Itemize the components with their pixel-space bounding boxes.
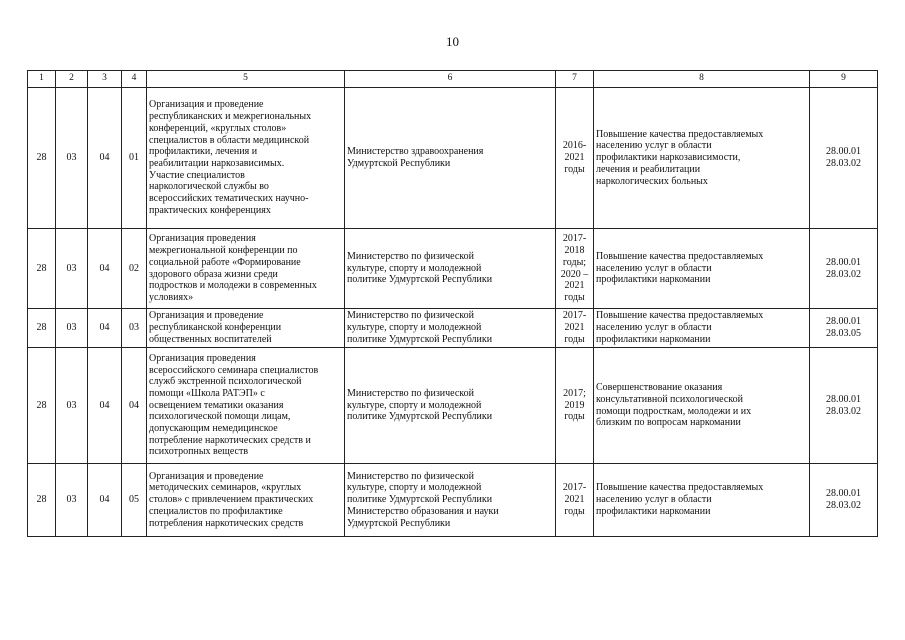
executor-cell-line: политике Удмуртской Республики (347, 274, 493, 286)
measure-name-cell-line: столов» с привлечением практических (149, 494, 314, 506)
measure-name-cell-line: психотропных веществ (149, 446, 249, 458)
period-cell (556, 348, 594, 464)
expected-result-cell-line: Повышение качества предоставляемых (596, 128, 764, 140)
expected-result-cell (594, 348, 810, 464)
indicator-codes-cell-line: 28.03.02 (826, 268, 861, 280)
expected-result-cell-line: Повышение качества предоставляемых (596, 482, 764, 494)
header-cell: 8 (594, 71, 810, 88)
indicator-codes-cell-line: 28.03.02 (826, 500, 861, 511)
measure-name-cell-line: общественных воспитателей (149, 333, 272, 345)
indicator-codes-cell-line: 28.03.02 (826, 158, 861, 169)
period-cell-line: 2021 (564, 494, 585, 506)
measure-name-cell-line: потребления наркотических средств (149, 517, 304, 529)
period-cell-line: 2020 – (560, 268, 589, 280)
expected-result-cell-line: наркологических больных (596, 175, 708, 187)
code-measure-cell: 05 (122, 464, 147, 537)
code-measure-cell: 02 (122, 229, 147, 309)
period-cell (556, 309, 594, 348)
period-cell-line: 2016- (562, 140, 587, 152)
executor-cell-line: культуре, спорту и молодежной (347, 399, 482, 411)
period-cell-line: 2017; (563, 387, 586, 399)
expected-result-cell-line: населению услуг в области (596, 262, 712, 274)
indicator-codes-cell (810, 348, 878, 464)
executor-cell (345, 309, 556, 348)
expected-result-cell-line: населению услуг в области (596, 322, 712, 334)
executor-cell-line: культуре, спорту и молодежной (347, 262, 482, 274)
measure-name-cell-line: практических конференциях (149, 204, 271, 216)
expected-result-cell-line: консультативной психологической (596, 393, 743, 405)
measure-name-cell-line: республиканской конференции (149, 322, 282, 334)
measure-name-cell-line: Организация и проведение (149, 99, 264, 111)
indicator-codes-cell-line: 28.00.01 (826, 256, 861, 268)
indicator-codes-cell-line: 28.00.01 (826, 146, 861, 158)
measure-name-cell-line: всероссийских тематических научно- (149, 193, 309, 205)
indicator-codes-cell (810, 88, 878, 229)
measure-name-cell-line: Организация проведения (149, 233, 256, 245)
expected-result-cell-line: помощи подросткам, молодежи и их (596, 405, 752, 417)
measure-name-cell-line: подростков и молодежи в современных (149, 280, 317, 292)
expected-result-cell-line: профилактики наркомании (596, 274, 711, 286)
period-cell-line: 2021 (564, 280, 585, 292)
indicator-codes-cell-line: 28.03.02 (826, 405, 861, 417)
column-number-header-row (28, 71, 878, 88)
executor-cell-line: Министерство по физической (347, 470, 474, 482)
measure-name-cell (147, 229, 345, 309)
measure-name-cell-line: специалистов в области медицинской (149, 134, 310, 146)
measure-name-cell-line: служб экстренной психологической (149, 376, 302, 388)
code-program-cell: 28 (28, 348, 56, 464)
executor-cell-line: Министерство по физической (347, 387, 474, 399)
expected-result-cell-line: Совершенствование оказания (596, 382, 723, 394)
executor-cell-line: культуре, спорту и молодежной (347, 482, 482, 494)
executor-cell-line: Удмуртской Республики (347, 517, 451, 529)
expected-result-cell (594, 464, 810, 537)
code-subprogram-cell: 03 (56, 309, 88, 348)
header-cell: 3 (88, 71, 122, 88)
measure-name-cell-line: специалистов по профилактике (149, 505, 283, 517)
table-row (28, 348, 878, 464)
table-row (28, 309, 878, 348)
measure-name-cell-line: всероссийского семинара специалистов (149, 364, 319, 376)
expected-result-cell (594, 88, 810, 229)
executor-cell-line: политике Удмуртской Республики (347, 494, 493, 506)
measure-name-cell-line: психологической помощи лицам, (149, 411, 291, 423)
code-main-measure-cell: 04 (88, 464, 122, 537)
measure-name-cell-line: здорового образа жизни среди (149, 268, 278, 280)
page-number: 10 (446, 34, 459, 49)
header-cell: 7 (556, 71, 594, 88)
measure-name-cell-line: помощи «Школа РАТЭП» с (149, 387, 265, 399)
code-subprogram-cell: 03 (56, 464, 88, 537)
code-program-cell: 28 (28, 229, 56, 309)
executor-cell (345, 464, 556, 537)
measure-name-cell (147, 88, 345, 229)
executor-cell-line: Удмуртской Республики (347, 158, 451, 169)
code-measure-cell: 03 (122, 309, 147, 348)
period-cell (556, 88, 594, 229)
measure-name-cell-line: межрегиональной конференции по (149, 245, 298, 257)
measure-name-cell (147, 464, 345, 537)
executor-cell-line: политике Удмуртской Республики (347, 333, 493, 345)
expected-result-cell-line: профилактики наркомании (596, 333, 711, 345)
measure-name-cell-line: Организация проведения (149, 352, 256, 364)
expected-result-cell-line: населению услуг в области (596, 494, 712, 506)
header-cell: 4 (122, 71, 147, 88)
period-cell-line: 2017- (562, 233, 587, 245)
executor-cell-line: Министерство по физической (347, 250, 474, 262)
period-cell-line: годы (564, 333, 585, 345)
measure-name-cell-line: конференций, «круглых столов» (149, 122, 287, 134)
executor-cell (345, 348, 556, 464)
indicator-codes-cell (810, 309, 878, 348)
measure-name-cell-line: Участие специалистов (149, 169, 245, 181)
period-cell-line: годы; (562, 256, 587, 268)
header-cell: 5 (147, 71, 345, 88)
measure-name-cell-line: условиях» (149, 291, 194, 303)
code-main-measure-cell: 04 (88, 309, 122, 348)
header-cell: 9 (810, 71, 878, 88)
period-cell-line: 2021 (564, 152, 585, 164)
executor-cell-line: Министерство по физической (347, 310, 474, 322)
period-cell-line: годы (564, 163, 585, 175)
code-main-measure-cell: 04 (88, 88, 122, 229)
indicator-codes-cell-line: 28.00.01 (826, 393, 861, 405)
measure-name-cell (147, 309, 345, 348)
expected-result-cell-line: населению услуг в области (596, 140, 712, 152)
period-cell-line: годы (564, 505, 585, 517)
code-measure-cell: 04 (122, 348, 147, 464)
period-cell-line: 2018 (564, 245, 585, 257)
executor-cell-line: Министерство образования и науки (347, 505, 499, 517)
expected-result-cell-line: профилактики наркомании (596, 505, 711, 517)
code-measure-cell: 01 (122, 88, 147, 229)
measure-name-cell-line: профилактики, лечения и (149, 146, 258, 158)
expected-result-cell (594, 229, 810, 309)
period-cell-line: годы (564, 411, 585, 423)
period-cell-line: 2017- (562, 310, 587, 322)
header-cell: 6 (345, 71, 556, 88)
code-subprogram-cell: 03 (56, 229, 88, 309)
executor-cell (345, 229, 556, 309)
measure-name-cell-line: реабилитации наркозависимых. (149, 158, 285, 169)
code-program-cell: 28 (28, 88, 56, 229)
indicator-codes-cell (810, 229, 878, 309)
period-cell-line: 2021 (564, 322, 585, 334)
expected-result-cell-line: близким по вопросам наркомании (596, 417, 741, 429)
measure-name-cell-line: социальной работе «Формирование (149, 256, 301, 268)
program-measures-table (27, 70, 878, 537)
indicator-codes-cell-line: 28.03.05 (826, 328, 861, 339)
header-cell: 2 (56, 71, 88, 88)
measure-name-cell-line: Организация и проведение (149, 310, 264, 322)
code-subprogram-cell: 03 (56, 88, 88, 229)
table-row (28, 88, 878, 229)
period-cell-line: 2017- (562, 482, 587, 494)
measure-name-cell-line: методических семинаров, «круглых (149, 482, 302, 494)
expected-result-cell-line: лечения и реабилитации (596, 163, 701, 175)
measure-name-cell (147, 348, 345, 464)
indicator-codes-cell-line: 28.00.01 (826, 488, 861, 500)
period-cell (556, 229, 594, 309)
table-row (28, 229, 878, 309)
table-row (28, 464, 878, 537)
indicator-codes-cell-line: 28.00.01 (826, 316, 861, 328)
period-cell-line: 2019 (564, 399, 585, 411)
period-cell-line: годы (564, 291, 585, 303)
measure-name-cell-line: наркологической службы во (149, 181, 269, 193)
executor-cell-line: Министерство здравоохранения (347, 146, 484, 158)
measure-name-cell-line: потребление наркотических средств и (149, 434, 311, 446)
code-main-measure-cell: 04 (88, 229, 122, 309)
code-program-cell: 28 (28, 464, 56, 537)
executor-cell (345, 88, 556, 229)
executor-cell-line: культуре, спорту и молодежной (347, 322, 482, 334)
expected-result-cell-line: профилактики наркозависимости, (596, 152, 741, 164)
measure-name-cell-line: освещением тематики оказания (149, 399, 284, 411)
indicator-codes-cell (810, 464, 878, 537)
measure-name-cell-line: Организация и проведение (149, 470, 264, 482)
measure-name-cell-line: допускающим немедицинское (149, 423, 278, 435)
code-program-cell: 28 (28, 309, 56, 348)
expected-result-cell-line: Повышение качества предоставляемых (596, 250, 764, 262)
expected-result-cell (594, 309, 810, 348)
executor-cell-line: политике Удмуртской Республики (347, 411, 493, 423)
header-cell: 1 (28, 71, 56, 88)
code-main-measure-cell: 04 (88, 348, 122, 464)
measure-name-cell-line: республиканских и межрегиональных (149, 111, 312, 123)
expected-result-cell-line: Повышение качества предоставляемых (596, 310, 764, 322)
period-cell (556, 464, 594, 537)
code-subprogram-cell: 03 (56, 348, 88, 464)
